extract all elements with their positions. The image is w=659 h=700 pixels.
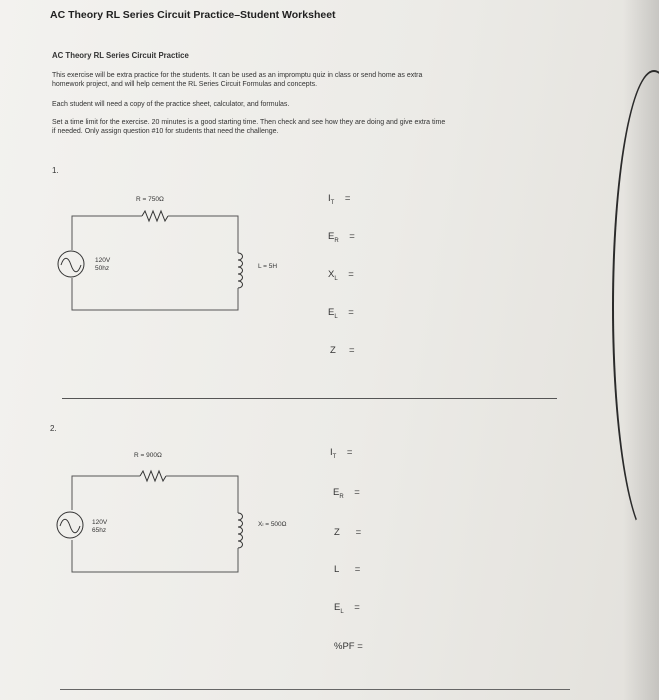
section-divider [62,398,557,399]
q1-answer-el: $E_L$ = [328,307,354,320]
question-2-inductive-reactance-label: Xₗ = 500Ω [258,521,287,528]
q2-answer-pf: %PF = [334,641,363,652]
circuit-2-top-right-wire [166,476,238,513]
q2-answer-current: $I_T$ = [330,447,353,460]
question-1-source-label [95,257,110,273]
q1-answer-er: $E_R$ = [328,231,355,244]
circuit-1-resistor [142,211,168,221]
question-2-resistor-label: R = 900Ω [134,452,162,459]
circuit-1-bottom-wire [72,278,238,310]
timing-line-2: if needed. Only assign question #10 for students that need the challenge. [52,128,279,135]
q2-answer-el: $E_L$ = [334,602,360,615]
intro-line-1: This exercise will be extra practice for the students. It can be used as an impromptu quiz in class or send home as extra [52,72,423,79]
circuit-2 [57,471,243,572]
question-2-number: 2. [50,424,57,433]
circuit-2-bottom-wire [72,540,238,572]
circuit-1-top-right-wire [168,216,238,253]
worksheet-heading: AC Theory RL Series Circuit Practice [52,51,189,60]
materials-paragraph: Each student will need a copy of the practice sheet, calculator, and formulas. [52,101,290,108]
q1-answer-current: $I_T$ = [328,193,351,206]
circuit-1-top-left-wire [72,216,142,250]
q1-answer-xl: $X_L$ = [328,269,354,282]
circuit-1-sine-icon [61,258,81,272]
bottom-divider [60,689,570,690]
question-2-source-frequency: 65hz [92,527,107,534]
circuit-1-inductor [238,253,243,288]
question-1-inductor-label: L = 5H [258,263,278,270]
q1-answer-z: Z = [330,345,355,356]
question-2-source-voltage: 120V [92,519,108,526]
question-2-source-label [92,519,107,535]
circuit-1 [58,211,243,310]
question-1-number: 1. [52,166,59,175]
question-1-source-voltage: 120V [95,257,111,264]
page-title: AC Theory RL Series Circuit Practice–Student Worksheet [50,9,336,21]
circuit-2-sine-icon [60,519,80,533]
question-1-resistor-label: R = 750Ω [136,196,164,203]
circuit-2-top-left-wire [72,476,140,510]
circuit-2-resistor [140,471,166,481]
circuit-2-inductor [238,513,243,548]
question-1-source-frequency: 50hz [95,265,110,272]
q2-answer-z: Z = [334,527,362,538]
intro-line-2: homework project, and will help cement the RL Series Circuit Formulas and concepts. [52,81,318,88]
q2-answer-l: L = [334,564,361,575]
q2-answer-er: $E_R$ = [333,487,360,500]
timing-line-1: Set a time limit for the exercise. 20 minutes is a good starting time. Then check and see how they are doing and give extra time [52,119,446,126]
